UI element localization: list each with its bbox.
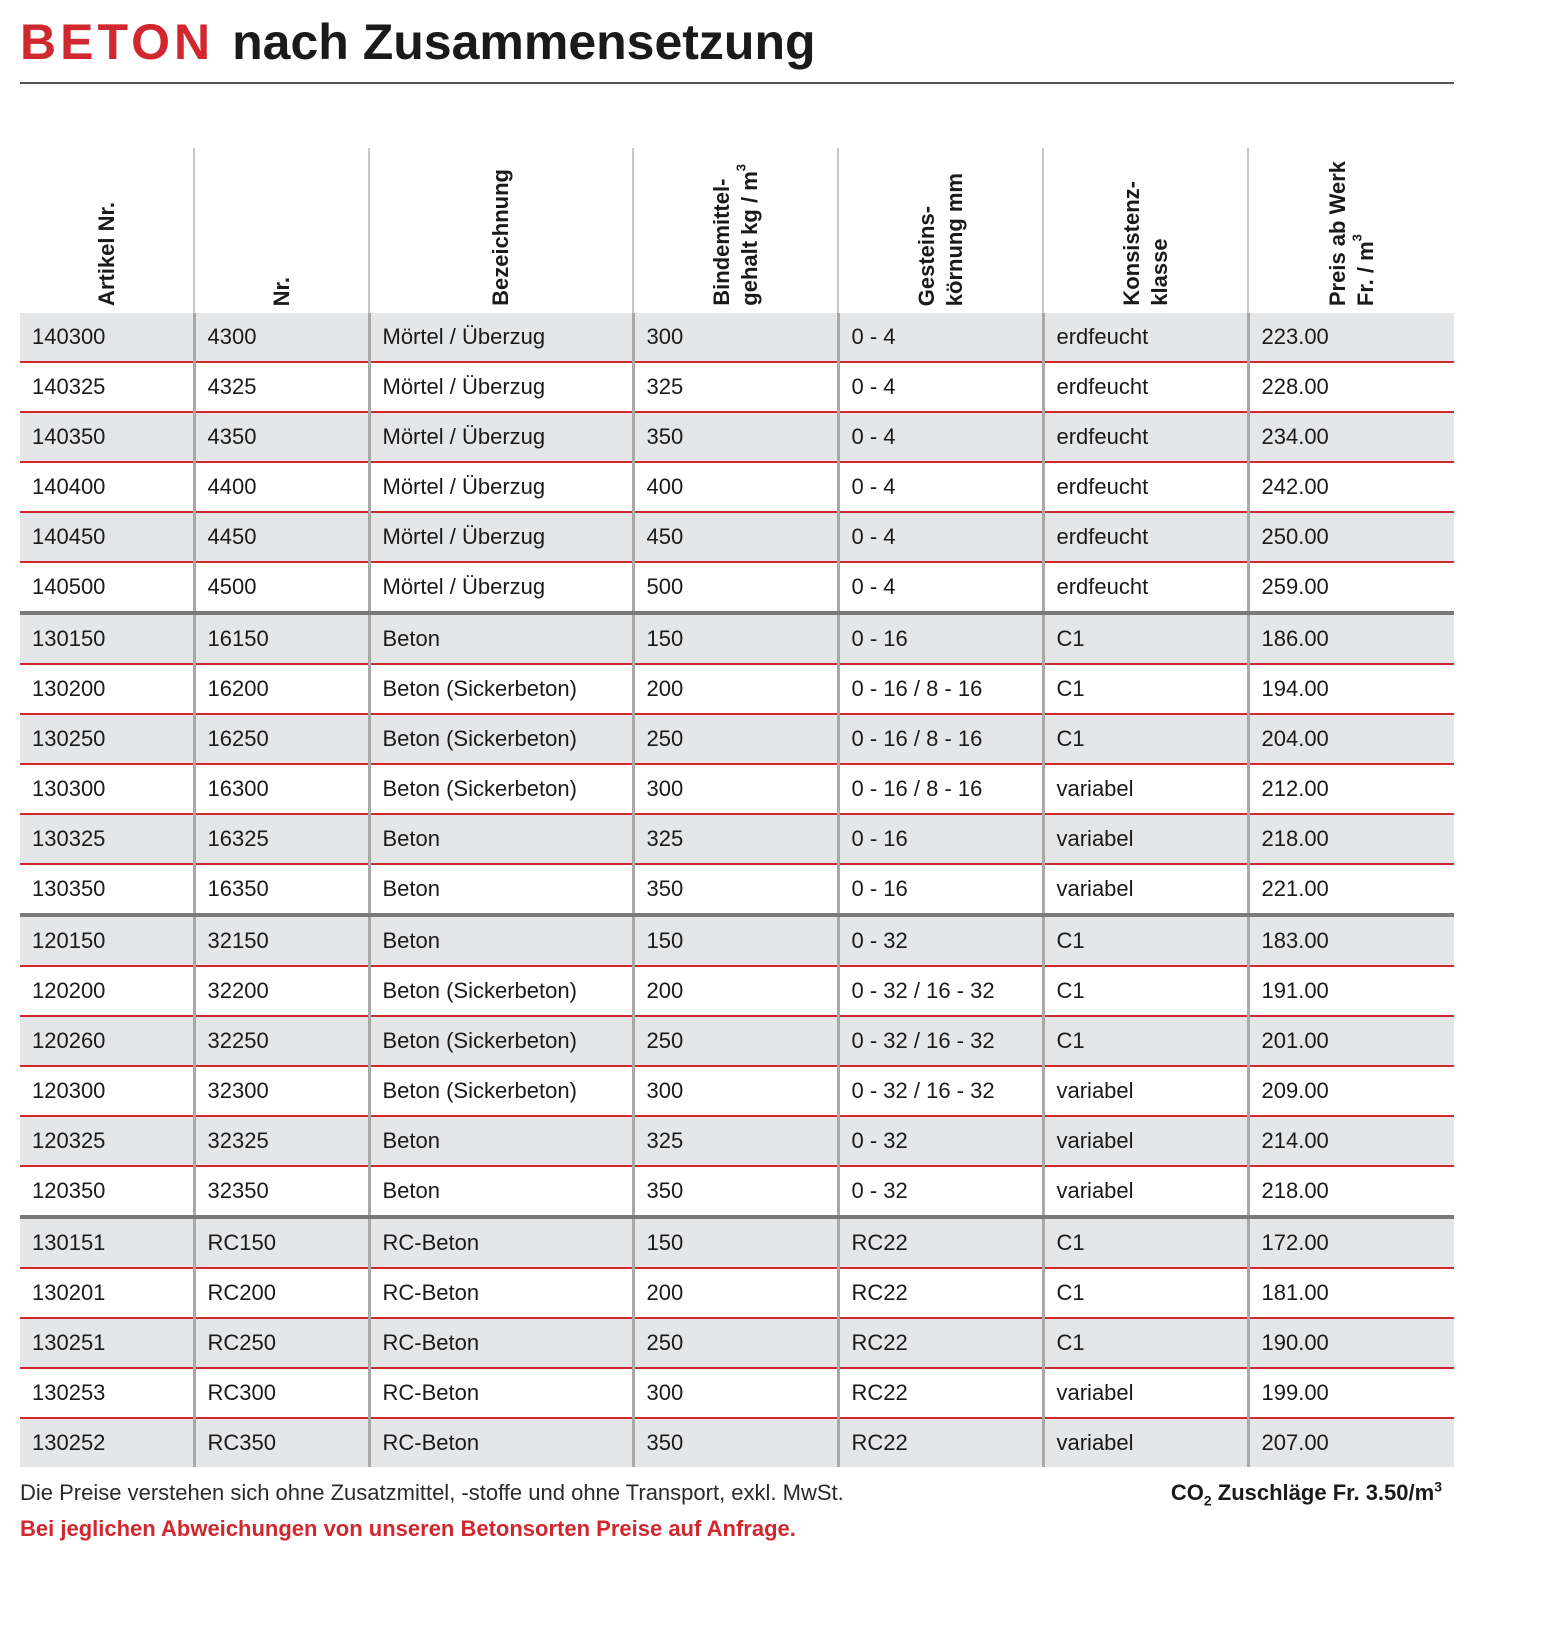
cell-bindemittelgehalt: 200	[633, 664, 838, 714]
cell-gesteinskoernung: 0 - 4	[838, 462, 1043, 512]
cell-artikel-nr: 130251	[20, 1318, 194, 1368]
cell-nr: 32300	[194, 1066, 369, 1116]
table-row	[20, 562, 1454, 613]
cell-konsistenzklasse: variabel	[1043, 764, 1248, 814]
cell-bezeichnung: Mörtel / Überzug	[369, 362, 633, 412]
cell-preis: 194.00	[1248, 664, 1454, 714]
table-row	[20, 814, 1454, 864]
table-row	[20, 915, 1454, 966]
cell-artikel-nr: 140500	[20, 562, 194, 613]
cell-preis: 207.00	[1248, 1418, 1454, 1467]
cell-bezeichnung: RC-Beton	[369, 1268, 633, 1318]
cell-bezeichnung: Beton (Sickerbeton)	[369, 1066, 633, 1116]
cell-artikel-nr: 130200	[20, 664, 194, 714]
cell-bindemittelgehalt: 300	[633, 1066, 838, 1116]
cell-konsistenzklasse: variabel	[1043, 814, 1248, 864]
cell-bindemittelgehalt: 350	[633, 1418, 838, 1467]
cell-bindemittelgehalt: 150	[633, 613, 838, 664]
cell-gesteinskoernung: 0 - 16 / 8 - 16	[838, 764, 1043, 814]
cell-artikel-nr: 130150	[20, 613, 194, 664]
header-bindemittelgehalt: Bindemittel- gehalt kg / $m^3$	[633, 148, 838, 313]
cell-nr: 4350	[194, 412, 369, 462]
cell-nr: 4325	[194, 362, 369, 412]
table-row	[20, 966, 1454, 1016]
cell-konsistenzklasse: C1	[1043, 915, 1248, 966]
cell-preis: 212.00	[1248, 764, 1454, 814]
cell-nr: 4500	[194, 562, 369, 613]
cell-bezeichnung: Mörtel / Überzug	[369, 313, 633, 362]
co2-surcharge: $CO_2$ Zuschläge Fr. $3.50/m^3$	[1170, 1478, 1442, 1509]
cell-bezeichnung: RC-Beton	[369, 1368, 633, 1418]
cell-bezeichnung: Beton (Sickerbeton)	[369, 966, 633, 1016]
cell-bezeichnung: Mörtel / Überzug	[369, 462, 633, 512]
cell-bezeichnung: Mörtel / Überzug	[369, 562, 633, 613]
cell-konsistenzklasse: variabel	[1043, 1116, 1248, 1166]
cell-konsistenzklasse: erdfeucht	[1043, 412, 1248, 462]
cell-bindemittelgehalt: 400	[633, 462, 838, 512]
header-nr: Nr.	[194, 148, 369, 313]
table-row	[20, 864, 1454, 915]
cell-gesteinskoernung: RC22	[838, 1368, 1043, 1418]
cell-artikel-nr: 140350	[20, 412, 194, 462]
page-title	[20, 14, 816, 70]
cell-bindemittelgehalt: 300	[633, 1368, 838, 1418]
cell-bezeichnung: Beton (Sickerbeton)	[369, 1016, 633, 1066]
cell-bindemittelgehalt: 250	[633, 1318, 838, 1368]
cell-nr: 16350	[194, 864, 369, 915]
table-row	[20, 1268, 1454, 1318]
cell-artikel-nr: 120200	[20, 966, 194, 1016]
cell-nr: 16250	[194, 714, 369, 764]
cell-bezeichnung: Beton	[369, 1116, 633, 1166]
cell-konsistenzklasse: erdfeucht	[1043, 462, 1248, 512]
cell-konsistenzklasse: variabel	[1043, 1368, 1248, 1418]
cell-artikel-nr: 120150	[20, 915, 194, 966]
table-row	[20, 1318, 1454, 1368]
table-header	[20, 148, 1454, 313]
cell-konsistenzklasse: variabel	[1043, 864, 1248, 915]
cell-artikel-nr: 130250	[20, 714, 194, 764]
table-row	[20, 512, 1454, 562]
cell-gesteinskoernung: 0 - 32 / 16 - 32	[838, 966, 1043, 1016]
cell-bindemittelgehalt: 325	[633, 1116, 838, 1166]
cell-bindemittelgehalt: 250	[633, 1016, 838, 1066]
cell-bezeichnung: RC-Beton	[369, 1217, 633, 1268]
cell-artikel-nr: 140450	[20, 512, 194, 562]
table-row	[20, 1418, 1454, 1467]
cell-konsistenzklasse: erdfeucht	[1043, 313, 1248, 362]
table-row	[20, 362, 1454, 412]
cell-gesteinskoernung: 0 - 16 / 8 - 16	[838, 664, 1043, 714]
cell-konsistenzklasse: erdfeucht	[1043, 362, 1248, 412]
cell-bindemittelgehalt: 350	[633, 1166, 838, 1217]
cell-bindemittelgehalt: 200	[633, 1268, 838, 1318]
cell-preis: 209.00	[1248, 1066, 1454, 1116]
cell-bezeichnung: RC-Beton	[369, 1418, 633, 1467]
cell-gesteinskoernung: 0 - 16	[838, 613, 1043, 664]
cell-nr: RC200	[194, 1268, 369, 1318]
cell-gesteinskoernung: 0 - 32	[838, 1116, 1043, 1166]
header-preis-ab-werk: Preis ab Werk Fr. / $m^3$	[1248, 148, 1454, 313]
cell-bezeichnung: Beton	[369, 1166, 633, 1217]
cell-konsistenzklasse: C1	[1043, 1016, 1248, 1066]
cell-nr: 16325	[194, 814, 369, 864]
cell-nr: 32350	[194, 1166, 369, 1217]
cell-gesteinskoernung: 0 - 32	[838, 1166, 1043, 1217]
cell-konsistenzklasse: erdfeucht	[1043, 562, 1248, 613]
cell-bezeichnung: Beton	[369, 814, 633, 864]
cell-bindemittelgehalt: 200	[633, 966, 838, 1016]
cell-preis: 218.00	[1248, 814, 1454, 864]
cell-nr: 32325	[194, 1116, 369, 1166]
cell-nr: 32250	[194, 1016, 369, 1066]
cell-preis: 242.00	[1248, 462, 1454, 512]
cell-nr: RC250	[194, 1318, 369, 1368]
cell-gesteinskoernung: 0 - 16	[838, 814, 1043, 864]
cell-preis: 234.00	[1248, 412, 1454, 462]
cell-artikel-nr: 130253	[20, 1368, 194, 1418]
cell-bezeichnung: Beton (Sickerbeton)	[369, 764, 633, 814]
cell-bindemittelgehalt: 325	[633, 362, 838, 412]
cell-preis: 223.00	[1248, 313, 1454, 362]
cell-nr: 32200	[194, 966, 369, 1016]
header-bezeichnung: Bezeichnung	[369, 148, 633, 313]
price-table	[20, 148, 1454, 1467]
table-row	[20, 714, 1454, 764]
cell-bindemittelgehalt: 325	[633, 814, 838, 864]
table-row	[20, 412, 1454, 462]
cell-konsistenzklasse: variabel	[1043, 1166, 1248, 1217]
table-row	[20, 1217, 1454, 1268]
cell-konsistenzklasse: variabel	[1043, 1066, 1248, 1116]
footer-note: Die Preise verstehen sich ohne Zusatzmittel, -stoffe und ohne Transport, exkl. MwSt.	[20, 1480, 844, 1505]
cell-gesteinskoernung: RC22	[838, 1318, 1043, 1368]
table-row	[20, 664, 1454, 714]
cell-artikel-nr: 120325	[20, 1116, 194, 1166]
title-rest: nach Zusammensetzung	[232, 14, 816, 70]
cell-gesteinskoernung: 0 - 16 / 8 - 16	[838, 714, 1043, 764]
cell-artikel-nr: 130151	[20, 1217, 194, 1268]
table-row	[20, 764, 1454, 814]
cell-nr: 16300	[194, 764, 369, 814]
cell-bindemittelgehalt: 350	[633, 864, 838, 915]
title-divider	[20, 82, 1454, 84]
cell-artikel-nr: 120350	[20, 1166, 194, 1217]
header-artikel-nr: Artikel Nr.	[93, 202, 119, 306]
cell-artikel-nr: 140400	[20, 462, 194, 512]
cell-artikel-nr: 130252	[20, 1418, 194, 1467]
title-highlight: BETON	[20, 14, 215, 70]
footer-warning: Bei jeglichen Abweichungen von unseren Betonsorten Preise auf Anfrage.	[20, 1516, 796, 1541]
cell-bindemittelgehalt: 500	[633, 562, 838, 613]
cell-preis: 199.00	[1248, 1368, 1454, 1418]
cell-preis: 201.00	[1248, 1016, 1454, 1066]
cell-nr: 4400	[194, 462, 369, 512]
table-row	[20, 462, 1454, 512]
cell-artikel-nr: 140325	[20, 362, 194, 412]
cell-bindemittelgehalt: 350	[633, 412, 838, 462]
cell-gesteinskoernung: 0 - 32 / 16 - 32	[838, 1016, 1043, 1066]
cell-bezeichnung: Beton (Sickerbeton)	[369, 714, 633, 764]
cell-konsistenzklasse: C1	[1043, 1318, 1248, 1368]
cell-nr: 32150	[194, 915, 369, 966]
cell-gesteinskoernung: RC22	[838, 1217, 1043, 1268]
cell-gesteinskoernung: 0 - 16	[838, 864, 1043, 915]
cell-gesteinskoernung: 0 - 4	[838, 562, 1043, 613]
cell-bindemittelgehalt: 150	[633, 915, 838, 966]
cell-nr: 16150	[194, 613, 369, 664]
cell-konsistenzklasse: C1	[1043, 966, 1248, 1016]
cell-artikel-nr: 130350	[20, 864, 194, 915]
cell-bezeichnung: Beton	[369, 915, 633, 966]
table-row	[20, 1116, 1454, 1166]
cell-artikel-nr: 130325	[20, 814, 194, 864]
header-gesteinskoernung: Gesteins- körnung mm	[838, 148, 1043, 313]
table-row	[20, 1166, 1454, 1217]
cell-bezeichnung: Beton (Sickerbeton)	[369, 664, 633, 714]
cell-konsistenzklasse: C1	[1043, 613, 1248, 664]
cell-nr: RC300	[194, 1368, 369, 1418]
cell-preis: 191.00	[1248, 966, 1454, 1016]
cell-konsistenzklasse: C1	[1043, 1268, 1248, 1318]
table-row	[20, 313, 1454, 362]
table-row	[20, 1368, 1454, 1418]
cell-nr: 4450	[194, 512, 369, 562]
cell-gesteinskoernung: 0 - 4	[838, 313, 1043, 362]
cell-bezeichnung: Beton	[369, 613, 633, 664]
cell-gesteinskoernung: 0 - 4	[838, 412, 1043, 462]
cell-nr: RC350	[194, 1418, 369, 1467]
cell-bezeichnung: Beton	[369, 864, 633, 915]
cell-preis: 204.00	[1248, 714, 1454, 764]
cell-preis: 190.00	[1248, 1318, 1454, 1368]
cell-konsistenzklasse: C1	[1043, 1217, 1248, 1268]
cell-bezeichnung: RC-Beton	[369, 1318, 633, 1368]
cell-bindemittelgehalt: 250	[633, 714, 838, 764]
cell-preis: 186.00	[1248, 613, 1454, 664]
table-row	[20, 1066, 1454, 1116]
cell-bindemittelgehalt: 300	[633, 764, 838, 814]
cell-gesteinskoernung: 0 - 32	[838, 915, 1043, 966]
table-body	[20, 313, 1454, 1467]
table-row	[20, 1016, 1454, 1066]
cell-preis: 214.00	[1248, 1116, 1454, 1166]
cell-preis: 259.00	[1248, 562, 1454, 613]
cell-bindemittelgehalt: 300	[633, 313, 838, 362]
cell-konsistenzklasse: variabel	[1043, 1418, 1248, 1467]
cell-konsistenzklasse: C1	[1043, 664, 1248, 714]
cell-bindemittelgehalt: 450	[633, 512, 838, 562]
cell-nr: 4300	[194, 313, 369, 362]
cell-gesteinskoernung: RC22	[838, 1268, 1043, 1318]
cell-preis: 183.00	[1248, 915, 1454, 966]
cell-preis: 221.00	[1248, 864, 1454, 915]
cell-preis: 172.00	[1248, 1217, 1454, 1268]
cell-konsistenzklasse: erdfeucht	[1043, 512, 1248, 562]
cell-preis: 228.00	[1248, 362, 1454, 412]
cell-gesteinskoernung: RC22	[838, 1418, 1043, 1467]
cell-preis: 181.00	[1248, 1268, 1454, 1318]
cell-artikel-nr: 120300	[20, 1066, 194, 1116]
cell-artikel-nr: 120260	[20, 1016, 194, 1066]
cell-gesteinskoernung: 0 - 32 / 16 - 32	[838, 1066, 1043, 1116]
cell-preis: 250.00	[1248, 512, 1454, 562]
cell-artikel-nr: 140300	[20, 313, 194, 362]
table-row	[20, 613, 1454, 664]
cell-bezeichnung: Mörtel / Überzug	[369, 412, 633, 462]
cell-bezeichnung: Mörtel / Überzug	[369, 512, 633, 562]
cell-gesteinskoernung: 0 - 4	[838, 362, 1043, 412]
cell-artikel-nr: 130201	[20, 1268, 194, 1318]
cell-gesteinskoernung: 0 - 4	[838, 512, 1043, 562]
header-konsistenzklasse: Konsistenz- klasse	[1043, 148, 1248, 313]
cell-bindemittelgehalt: 150	[633, 1217, 838, 1268]
cell-nr: 16200	[194, 664, 369, 714]
cell-konsistenzklasse: C1	[1043, 714, 1248, 764]
cell-nr: RC150	[194, 1217, 369, 1268]
cell-artikel-nr: 130300	[20, 764, 194, 814]
cell-preis: 218.00	[1248, 1166, 1454, 1217]
